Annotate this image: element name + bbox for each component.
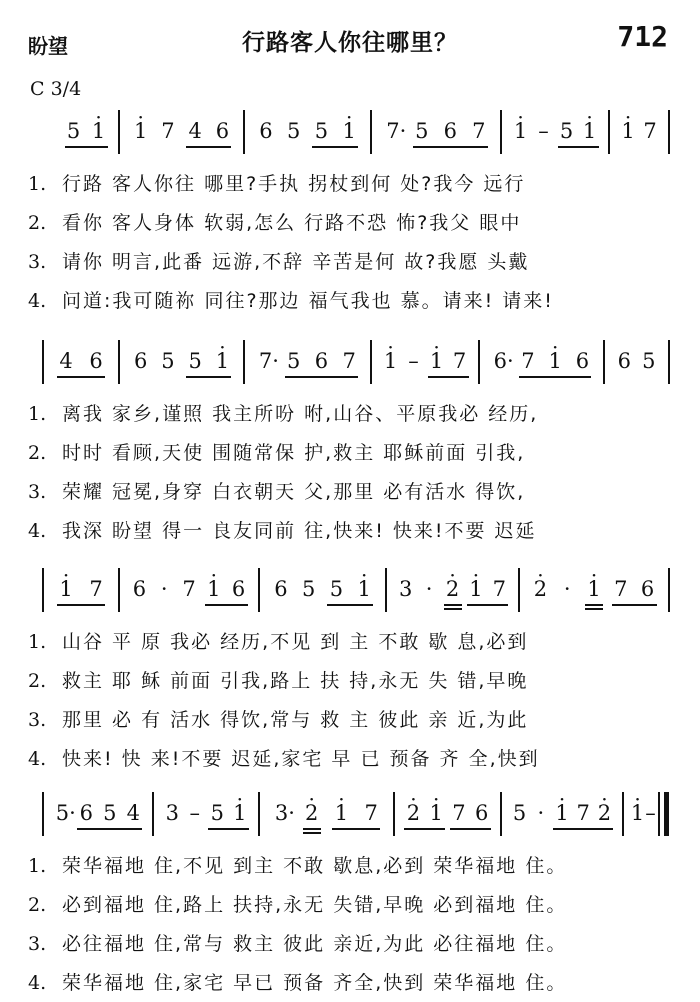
bar-line	[393, 792, 395, 836]
hymn-title: 行路客人你往哪里？	[242, 30, 458, 56]
verse-number: 4.	[28, 972, 47, 994]
bar-line	[664, 792, 669, 836]
notation-row	[0, 792, 700, 840]
jianpu-note: 6	[215, 119, 230, 143]
bar-line	[370, 340, 372, 384]
beam-underline	[285, 376, 359, 378]
jianpu-note: –	[408, 349, 419, 373]
verse-number: 1.	[28, 173, 47, 195]
bar-line	[668, 568, 670, 612]
beam-underline	[57, 604, 105, 606]
jianpu-note: 6·	[493, 349, 514, 373]
bar-line	[500, 792, 502, 836]
verse-number: 2.	[28, 442, 47, 464]
jianpu-note: 3	[399, 577, 413, 601]
beam-underline	[585, 604, 603, 606]
bar-line	[258, 568, 260, 612]
jianpu-note: · 2	[597, 802, 611, 824]
jianpu-note: · 2	[446, 578, 460, 600]
beam-underline	[558, 146, 599, 148]
lyric-text: 我深 盼望 得一 良友同前 往,快来! 快来!不要 迟延	[62, 520, 537, 542]
lyric-text: 时时 看顾,天使 围随常保 护,救主 耶稣前面 引我,	[62, 442, 526, 464]
bar-line	[518, 568, 520, 612]
jianpu-note: · 1	[384, 350, 398, 372]
bar-line	[42, 340, 44, 384]
jianpu-note: 7	[643, 119, 657, 143]
jianpu-note: · 1	[92, 120, 106, 142]
jianpu-note: · 1	[514, 120, 528, 142]
jianpu-note: 5·	[55, 801, 76, 825]
beam-underline	[77, 828, 142, 830]
beam-underline	[65, 146, 108, 148]
jianpu-note: 6	[474, 801, 489, 825]
jianpu-note: 7	[89, 577, 103, 601]
lyric-line	[28, 850, 678, 882]
jianpu-note: · 1	[334, 802, 348, 824]
verse-number: 4.	[28, 520, 47, 542]
jianpu-note: 7	[364, 801, 378, 825]
notation-row	[0, 340, 700, 388]
lyric-line	[28, 967, 678, 999]
jianpu-note: 5	[210, 801, 224, 825]
verse-number: 1.	[28, 403, 47, 425]
lyric-line	[28, 928, 678, 960]
bar-line	[243, 110, 245, 154]
jianpu-note: 5	[66, 119, 81, 143]
hymn-category: 盼望	[28, 34, 68, 58]
jianpu-note: · 1	[583, 120, 597, 142]
jianpu-note: 6	[231, 577, 246, 601]
bar-line	[258, 792, 260, 836]
beam-underline	[327, 604, 373, 606]
jianpu-note: –	[645, 801, 656, 825]
beam-underline	[186, 146, 231, 148]
lyric-text: 荣耀 冠冕,身穿 白衣朝天 父,那里 必有活水 得饮,	[62, 481, 526, 503]
jianpu-note: 5	[642, 349, 656, 373]
lyric-line	[28, 665, 678, 697]
jianpu-note: 5	[512, 801, 527, 825]
bar-line	[118, 110, 120, 154]
bar-line	[370, 110, 372, 154]
jianpu-note: 6	[575, 349, 590, 373]
jianpu-note: 6	[617, 349, 631, 373]
jianpu-note: · 1	[548, 350, 562, 372]
lyric-text: 行路 客人你往 哪里?手执 拐杖到何 处?我今 远行	[62, 173, 526, 195]
verse-number: 1.	[28, 631, 47, 653]
bar-line	[608, 110, 610, 154]
jianpu-note: 7	[452, 801, 466, 825]
jianpu-note: ·	[563, 577, 571, 601]
jianpu-note: 6	[274, 577, 288, 601]
jianpu-note: · 1	[430, 350, 444, 372]
key-time-signature: C 3/4	[30, 78, 82, 100]
jianpu-note: · 1	[469, 578, 483, 600]
lyric-text: 请你 明言,此番 远游,不辞 辛苦是何 故?我愿 头戴	[62, 251, 530, 273]
lyric-line	[28, 437, 678, 469]
lyric-line	[28, 889, 678, 921]
bar-line	[668, 110, 670, 154]
beam-underline-double	[585, 608, 603, 610]
lyric-line	[28, 515, 678, 547]
bar-line	[622, 792, 624, 836]
lyric-text: 离我 家乡,谨照 我主所吩 咐,山谷、平原我必 经历,	[62, 403, 539, 425]
beam-underline	[413, 146, 488, 148]
notation-row	[0, 568, 700, 616]
verse-number: 4.	[28, 290, 47, 312]
bar-line	[603, 340, 605, 384]
bar-line	[152, 792, 154, 836]
beam-underline	[186, 376, 231, 378]
beam-underline	[404, 828, 445, 830]
jianpu-note: · 2	[533, 578, 547, 600]
jianpu-note: · 1	[631, 802, 645, 824]
jianpu-note: 5	[286, 349, 301, 373]
jianpu-note: 5	[286, 119, 301, 143]
jianpu-note: –	[189, 801, 200, 825]
jianpu-note: 7	[492, 577, 506, 601]
lyric-line	[28, 743, 678, 775]
jianpu-note: 5	[103, 801, 117, 825]
lyric-line	[28, 246, 678, 278]
jianpu-note: 7	[161, 119, 175, 143]
lyric-text: 那里 必 有 活水 得饮,常与 救 主 彼此 亲 近,为此	[62, 709, 529, 731]
jianpu-note: · 1	[429, 802, 443, 824]
beam-underline-double	[303, 832, 321, 834]
beam-underline	[612, 604, 657, 606]
bar-line	[668, 340, 670, 384]
lyric-text: 必到福地 住,路上 扶持,永无 失错,早晚 必到福地 住。	[62, 894, 568, 916]
jianpu-note: 6	[133, 349, 148, 373]
lyric-text: 问道:我可随祢 同往?那边 福气我也 慕。请来! 请来!	[62, 290, 554, 312]
jianpu-note: 7	[182, 577, 196, 601]
jianpu-note: · 1	[59, 578, 73, 600]
bar-line	[243, 340, 245, 384]
verse-number: 4.	[28, 748, 47, 770]
jianpu-note: 3·	[274, 801, 295, 825]
beam-underline	[428, 376, 469, 378]
jianpu-note: 4	[126, 801, 140, 825]
verse-number: 3.	[28, 481, 47, 503]
jianpu-note: · 1	[357, 578, 371, 600]
lyric-line	[28, 285, 678, 317]
beam-underline	[332, 828, 380, 830]
jianpu-note: · 1	[215, 350, 229, 372]
jianpu-note: 5	[329, 577, 344, 601]
beam-underline	[312, 146, 358, 148]
beam-underline	[57, 376, 105, 378]
lyric-line	[28, 704, 678, 736]
jianpu-note: 7	[452, 349, 467, 373]
bar-line	[42, 792, 44, 836]
beam-underline-double	[444, 608, 462, 610]
verse-number: 3.	[28, 933, 47, 955]
jianpu-note: 7	[576, 801, 590, 825]
jianpu-note: 5	[415, 119, 429, 143]
lyric-text: 看你 客人身体 软弱,怎么 行路不恐 怖?我父 眼中	[62, 212, 522, 234]
verse-number: 3.	[28, 251, 47, 273]
jianpu-note: 4	[59, 349, 73, 373]
jianpu-note: 6	[314, 349, 329, 373]
jianpu-note: –	[538, 119, 549, 143]
lyric-text: 荣华福地 住,家宅 早已 预备 齐全,快到 荣华福地 住。	[62, 972, 568, 994]
lyric-line	[28, 626, 678, 658]
jianpu-note: 6	[89, 349, 103, 373]
jianpu-note: · 1	[233, 802, 247, 824]
beam-underline	[467, 604, 508, 606]
jianpu-note: 7	[472, 119, 486, 143]
jianpu-note: ·	[537, 801, 545, 825]
jianpu-note: 7	[521, 349, 535, 373]
jianpu-note: 5	[301, 577, 316, 601]
lyric-text: 必往福地 住,常与 救主 彼此 亲近,为此 必往福地 住。	[62, 933, 568, 955]
beam-underline	[205, 604, 248, 606]
jianpu-note: 5	[314, 119, 329, 143]
verse-number: 2.	[28, 894, 47, 916]
bar-line	[42, 568, 44, 612]
jianpu-note: 6	[132, 577, 147, 601]
jianpu-note: · 2	[305, 802, 319, 824]
lyric-line	[28, 168, 678, 200]
jianpu-note: 3	[165, 801, 179, 825]
beam-underline	[444, 604, 462, 606]
final-bar-line	[658, 792, 660, 836]
lyric-line	[28, 476, 678, 508]
hymn-number: 712	[617, 20, 668, 53]
beam-underline	[208, 828, 249, 830]
bar-line	[385, 568, 387, 612]
jianpu-note: ·	[160, 577, 168, 601]
notation-row	[0, 110, 700, 158]
verse-number: 2.	[28, 212, 47, 234]
bar-line	[500, 110, 502, 154]
jianpu-note: ·	[425, 577, 433, 601]
jianpu-note: 5	[559, 119, 574, 143]
jianpu-note: 7	[614, 577, 628, 601]
beam-underline	[553, 828, 613, 830]
jianpu-note: 6	[640, 577, 655, 601]
verse-number: 1.	[28, 855, 47, 877]
jianpu-note: · 1	[207, 578, 221, 600]
jianpu-note: · 1	[621, 120, 635, 142]
jianpu-note: · 1	[555, 802, 569, 824]
jianpu-note: 6	[443, 119, 457, 143]
beam-underline	[519, 376, 592, 378]
jianpu-note: 7·	[258, 349, 279, 373]
lyric-text: 荣华福地 住,不见 到主 不敢 歇息,必到 荣华福地 住。	[62, 855, 568, 877]
lyric-line	[28, 398, 678, 430]
jianpu-note: · 1	[134, 120, 148, 142]
jianpu-note: 5	[188, 349, 202, 373]
bar-line	[118, 340, 120, 384]
jianpu-note: · 1	[342, 120, 356, 142]
jianpu-note: 5	[161, 349, 175, 373]
beam-underline	[303, 828, 321, 830]
jianpu-note: 7	[342, 349, 356, 373]
jianpu-note: 6	[259, 119, 273, 143]
beam-underline	[450, 828, 491, 830]
lyric-text: 快来! 快 来!不要 迟延,家宅 早 已 预备 齐 全,快到	[62, 748, 540, 770]
jianpu-note: 7·	[386, 119, 407, 143]
jianpu-note: 6	[79, 801, 93, 825]
verse-number: 3.	[28, 709, 47, 731]
verse-number: 2.	[28, 670, 47, 692]
bar-line	[118, 568, 120, 612]
lyric-line	[28, 207, 678, 239]
lyric-text: 山谷 平 原 我必 经历,不见 到 主 不敢 歇 息,必到	[62, 631, 529, 653]
jianpu-note: · 1	[587, 578, 601, 600]
jianpu-note: · 2	[406, 802, 420, 824]
bar-line	[478, 340, 480, 384]
jianpu-note: 4	[188, 119, 202, 143]
lyric-text: 救主 耶 稣 前面 引我,路上 扶 持,永无 失 错,早晚	[62, 670, 529, 692]
